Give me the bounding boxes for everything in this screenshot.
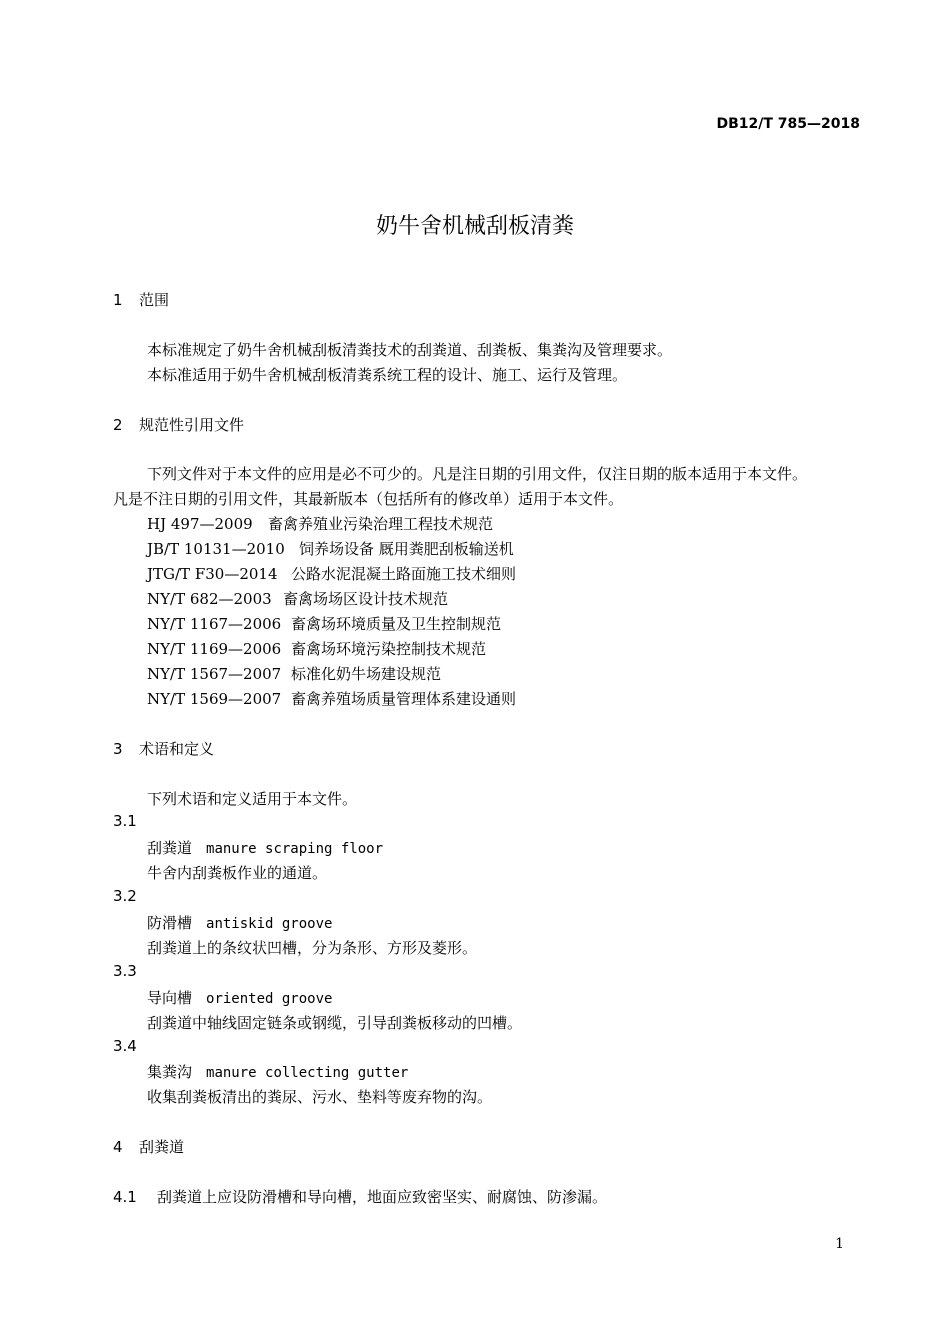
term-definition: 刮粪道上的条纹状凹槽，分为条形、方形及菱形。 <box>147 939 478 957</box>
term-en: oriented groove <box>206 991 333 1007</box>
section-title: 刮粪道 <box>139 1138 185 1156</box>
section-title: 术语和定义 <box>139 740 215 758</box>
reference-item <box>147 538 514 559</box>
reference-code: HJ 497—2009 <box>147 515 253 533</box>
paragraph: 下列术语和定义适用于本文件。 <box>147 790 358 808</box>
section-number: 4 <box>113 1138 123 1156</box>
term-en: manure collecting gutter <box>206 1065 409 1081</box>
reference-title: 公路水泥混凝土路面施工技术细则 <box>291 565 517 583</box>
term-name <box>147 987 332 1008</box>
reference-title: 畜禽场环境污染控制技术规范 <box>291 640 487 658</box>
reference-title: 饲养场设备 厩用粪肥刮板输送机 <box>299 540 514 558</box>
reference-item <box>147 638 486 659</box>
term-en: antiskid groove <box>206 916 333 932</box>
term-definition: 牛舍内刮粪板作业的通道。 <box>147 864 328 882</box>
section-1-heading <box>113 289 169 310</box>
term-en: manure scraping floor <box>206 841 384 857</box>
paragraph: 下列文件对于本文件的应用是必不可少的。凡是注日期的引用文件，仅注日期的版本适用于本文件。 <box>147 465 808 483</box>
reference-item <box>147 563 516 584</box>
term-definition: 刮粪道中轴线固定链条或钢缆，引导刮粪板移动的凹槽。 <box>147 1014 523 1032</box>
term-name <box>147 837 383 858</box>
term-zh: 集粪沟 <box>147 1063 193 1081</box>
term-name <box>147 1061 408 1082</box>
reference-title: 畜禽养殖场质量管理体系建设通则 <box>291 690 517 708</box>
term-number: 3.2 <box>113 887 137 905</box>
reference-title: 标准化奶牛场建设规范 <box>291 665 442 683</box>
reference-code: JTG/T F30—2014 <box>147 565 278 583</box>
section-number: 3 <box>113 740 123 758</box>
page-number: 1 <box>835 1236 844 1252</box>
reference-item <box>147 513 493 534</box>
reference-title: 畜禽养殖业污染治理工程技术规范 <box>268 515 494 533</box>
term-definition: 收集刮粪板清出的粪尿、污水、垫料等废弃物的沟。 <box>147 1088 493 1106</box>
section-title: 范围 <box>139 291 170 309</box>
term-zh: 防滑槽 <box>147 914 193 932</box>
reference-code: JB/T 10131—2010 <box>147 540 285 558</box>
term-zh: 刮粪道 <box>147 839 193 857</box>
reference-title: 畜禽场场区设计技术规范 <box>283 590 449 608</box>
reference-code: NY/T 1169—2006 <box>147 640 282 658</box>
clause-number: 4.1 <box>113 1188 137 1206</box>
section-4-heading <box>113 1136 184 1157</box>
section-2-heading <box>113 414 244 435</box>
reference-item <box>147 613 501 634</box>
section-3-heading <box>113 738 214 759</box>
clause <box>113 1186 607 1207</box>
reference-item <box>147 588 448 609</box>
paragraph: 本标准适用于奶牛舍机械刮板清粪系统工程的设计、施工、运行及管理。 <box>147 366 628 384</box>
term-zh: 导向槽 <box>147 989 193 1007</box>
section-title: 规范性引用文件 <box>139 416 245 434</box>
reference-code: NY/T 1567—2007 <box>147 665 282 683</box>
section-number: 1 <box>113 291 123 309</box>
reference-code: NY/T 1167—2006 <box>147 615 282 633</box>
section-number: 2 <box>113 416 123 434</box>
reference-item <box>147 688 516 709</box>
reference-code: NY/T 682—2003 <box>147 590 272 608</box>
clause-text: 刮粪道上应设防滑槽和导向槽，地面应致密坚实、耐腐蚀、防渗漏。 <box>157 1188 608 1206</box>
paragraph: 本标准规定了奶牛舍机械刮板清粪技术的刮粪道、刮粪板、集粪沟及管理要求。 <box>147 341 673 359</box>
term-name <box>147 912 332 933</box>
reference-item <box>147 663 441 684</box>
reference-title: 畜禽场环境质量及卫生控制规范 <box>291 615 502 633</box>
reference-code: NY/T 1569—2007 <box>147 690 282 708</box>
page-title: 奶牛舍机械刮板清粪 <box>375 214 574 239</box>
document-number: DB12/T 785—2018 <box>716 116 860 132</box>
term-number: 3.1 <box>113 812 137 830</box>
paragraph: 凡是不注日期的引用文件，其最新版本（包括所有的修改单）适用于本文件。 <box>113 490 624 508</box>
term-number: 3.3 <box>113 962 137 980</box>
term-number: 3.4 <box>113 1037 137 1055</box>
